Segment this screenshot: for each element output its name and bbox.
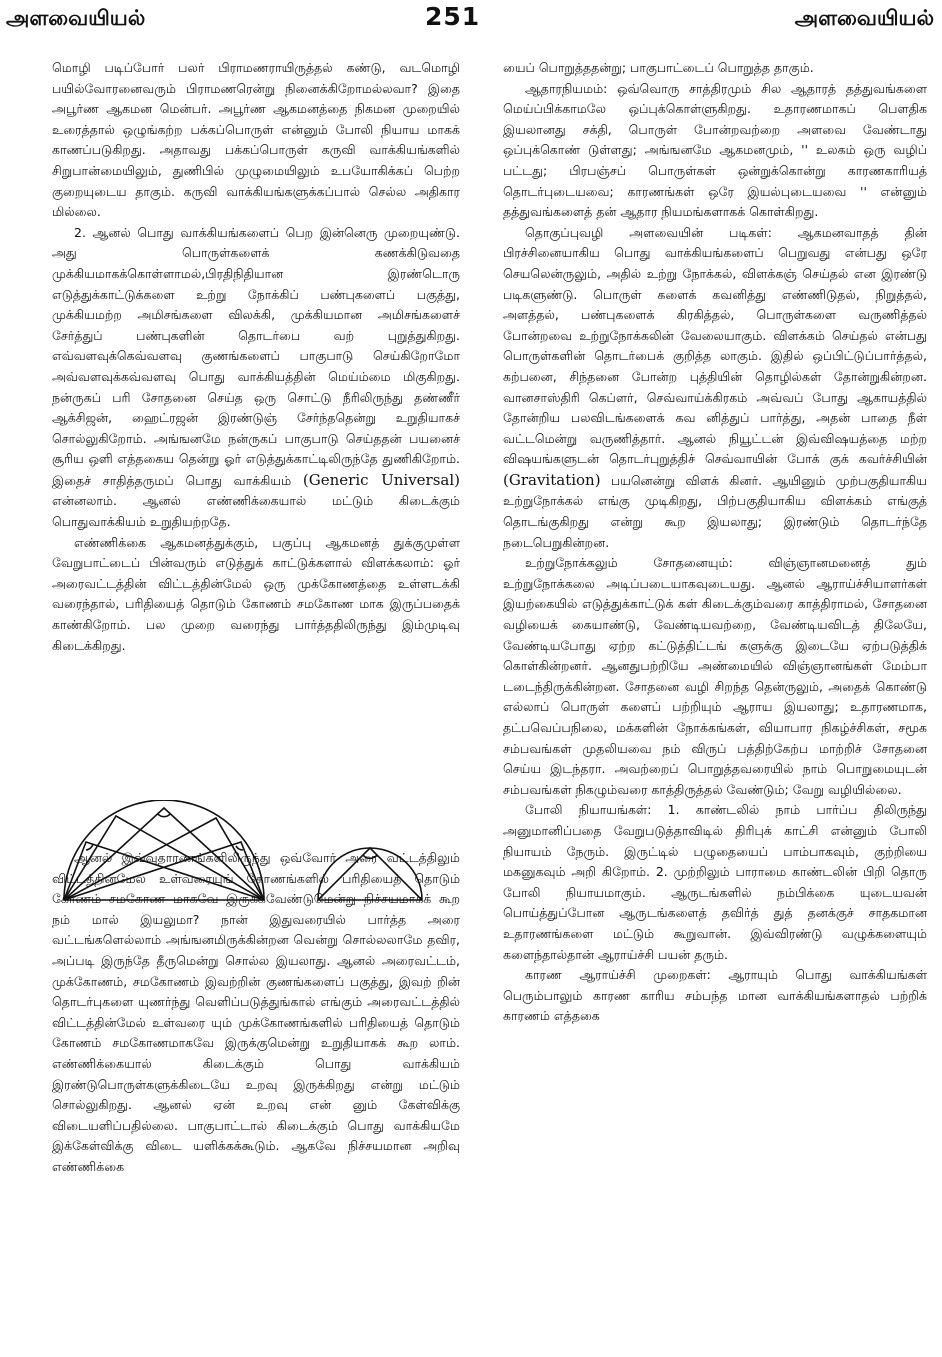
angle-mark — [236, 846, 243, 850]
paragraph — [503, 223, 927, 554]
running-title-left: அளவையியல் — [6, 6, 146, 30]
paragraph: காரண ஆராய்ச்சி முறைகள்: ஆராயும் பொது வாக்கியங்கள் பெரும்பாலும் காரண காரிய சம்பந்த மான வாக்கியங்களாதல் பற்றிக் காரணம் எத்தகை — [503, 967, 927, 1024]
paragraph-text: தொகுப்புவழி அளவையின் படிகள்: ஆகமனவாதத் தின் பிரச்சினையாகிய பொது வாக்கியங்களைப் பெறுவது என்பது ஒரே செயலென்ருலும், அதில் உற்று நோக்கல், விளக்கஞ் செய்தல் என இரண்டு படிகளுண்டு. பொருள் களைக் கவனித்து எண்ணிடுதல், நிறுத்தல், அளத்தல், பண்புகளைக் கிரகித்தல், பொருள்களை வருணித்தல் போன்றவை உற்றுநோக்கலின் வேலையாகும். விளக்கம் செய்தல் என்பது பொருள்களின் தொடர்பைக் குறித்த லாகும். இதில் ஒப்பிட்டுப்பார்த்தல், கற்பனை, சிந்தனை போன்ற புத்தியின் தொழில்கள் தோன்றுகின்றன. வானசாஸ்திரி கெப்ளர், செவ்வாய்க்கிரகம் அவ்வப் போது ஆகாயத்தில் தோன்றிய பலவிடங்களைக் கவ னித்துப் பார்த்து, அதன் பாதை நீள் வட்டமென்று வருணித்தார். ஆனல் நியூட்டன் இவ்விஷயத்தை மற்ற விஷயங்களுடன் தொடர்புறுத்திச் செவ்வாயின் போக் குக் கவர்ச்சியின் — [503, 224, 927, 467]
paragraph: போலி நியாயங்கள்: 1. காண்டலில் நாம் பார்ப்ப திலிருந்து அனுமானிப்பதை வேறுபடுத்தாவிடில் திரிபுக் காட்சி என்னும் போலி நியாயம் நேரும். இருட்டில் பழுதையைப் பாம்பாகவும், குற்றியை மகனுகவும் அறி கிறோம். 2. முற்றிலும் பாராமை காண்டலின் பிறி தொரு போலி நியாயமாகும். ஆருடங்களில் நம்பிக்கை யுடையவன் பொய்த்துப்போன ஆருடங்களைத் தவிர்த் துத் தனக்குச் சாதகமான உதாரணங்களை மட்டும் கூறுவான். இவ்விரண்டு வழுக்களையும் களைந்தால்தான் ஆராய்ச்சி பயன் தரும். — [503, 802, 927, 962]
small-semicircle — [318, 848, 422, 900]
running-title-right: அளவையியல் — [794, 6, 934, 30]
small-triangle — [318, 848, 422, 900]
paragraph: மொழி படிப்போர் பலர் பிராமணராயிருத்தல் கண்டு, வடமொழி பயில்வோரனைவரும் பிராமணரென்று நினைக்கிறோமல்லவா? இதை அபூர்ண ஆகமன மென்பர். அபூர்ண ஆகமனத்தை நிகமன முறையில் உரைத்தால் ஒழுங்கற்ற பக்கப்பொருள் என்னும் போலி நியாய மாகக் காணப்படுகிறது. அதாவது பக்கப்பொருள் கருவி வாக்கியங்களில் சிறுபான்மையிலும், துணிபில் முழுமையிலும் உபயோகிக்கப் பெற்ற குறையுடைய தாகும். கருவி வாக்கியங்களுக்கப்பால் செல்ல அதிகார மில்லை. — [52, 60, 460, 220]
paragraph: ஆதாரநியமம்: ஒவ்வொரு சாத்திரமும் சில ஆதாரத் தத்துவங்களை மெய்ப்பிக்காமலே ஒப்புக்கொள்ளுகிறது. உதாரணமாகப் பௌதிக இயலானது சக்தி, பொருள் போன்றவற்றை அளவை வேண்டாது ஒப்புக்கொண் டுள்ளது; அங்ஙனமே ஆகமனமும், '' உலகம் ஒரு வழிப் பட்டது; பிரபஞ்சப் பொருள்கள் ஒன்றுக்கொன்று காரணகாரியத் தொடர்புடையவை; காரணங்கள் ஒரே இயல்புடையவை '' என்னும் தத்துவங்களைத் தன் ஆதார நியமங்களாகக் கொள்கிறது. — [503, 80, 927, 220]
triangle-2 — [64, 808, 264, 900]
triangle-5 — [64, 818, 264, 900]
paragraph-text: என்னலாம். ஆனல் எண்ணிக்கையால் மட்டும் கிடைக்கும் பொதுவாக்கியம் உறுதியற்றதே. — [52, 493, 460, 530]
paragraph-text: பயனென்று விளக் கினர். ஆயினும் முற்பகுதியாகிய உற்றுநோக்கல் எங்கு முடிகிறது, பிற்பகுதியாகிய விளக்கம் எங்குத் தொடங்குகிறது என்று கூற இயலாது; இரண்டும் தொடர்ந்தே நடைபெறுகின்றன. — [503, 472, 927, 550]
paragraph — [52, 223, 460, 533]
angle-mark — [363, 855, 377, 858]
paragraph: யைப் பொறுத்ததன்று; பாகுபாட்டைப் பொறுத்த தாகும். — [503, 60, 814, 75]
english-term: (Gravitation) — [503, 470, 601, 489]
semicircle-triangles-figure-icon — [56, 800, 476, 910]
angle-mark — [86, 844, 93, 850]
left-column-upper — [52, 58, 460, 656]
paragraph-text: 2. ஆனல் பொது வாக்கியங்களைப் பெற இன்னெரு முறையுண்டு. அது பொருள்களைக் கணக்கிடுவதை முக்கியமாகக்கொள்ளாமல்,பிரதிநிதியான இரண்டொரு எடுத்துக்காட்டுக்களை உற்று நோக்கிப் பண்புகளைப் பகுத்து, முக்கியமற்ற அமிசங்களை விலக்கி, முக்கியமான அமிசங்களைச் சேர்த்துப் பண்புகளின் தொடர்பை வற் புறுத்துகிறது. எவ்வளவுக்கெவ்வளவு குணங்களைப் பாகுபாடு செய்கிறோமோ அவ்வளவுக்கவ்வளவு பொது வாக்கியத்தின் மெய்ம்மை மிகுகிறது. நன்ருகப் பரி சோதனை செய்த ஒரு சொட்டு நீரிலிருந்து தண்ணீர் ஆக்சிஜன், ஹைட்ரஜன் இரண்டுஞ் சேர்ந்ததென்று உறுதியாகச் சொல்லுகிறோம். அங்ஙனமே நன்ருகப் பாகுபாடு செய்ததன் பயனைச் சூரிய ஒளி எத்தகைய தென்று ஓர் எடுத்துக்காட்டிலிருந்தே துணிகிறோம். இதைச் சாதித்தருமப் பொது வாக்கியம் — [52, 224, 460, 488]
right-column — [503, 58, 927, 1027]
paragraph: உற்றுநோக்கலும் சோதனையும்: விஞ்ஞானமனைத் தும் உற்றுநோக்கலை அடிப்படையாகவுடையது. ஆனல் ஆராய்ச்சியாளர்கள் இயற்கையில் எடுத்துக்காட்டுக் கள் கிடைக்கும்வரை காத்திராமல், சோதனை வழியைக் கையாண்டு, வேண்டியவற்றை, வேண்டியவிடத் திலேயே, வேண்டியபோது ஏற்ற கட்டுத்திட்டங் களுக்கு இடையே ஏற்படுத்திக் கொள்கின்றனர். ஆனதுபற்றியே அண்மையில் விஞ்ஞானங்கள் மேம்பா டடைந்திருக்கின்றன. சோதனை வழி சிறந்த தென்ருலும், அதைக் கொண்டு எல்லாப் பொருள் களைப் பற்றியும் ஆராய இயலாது; உதாரணமாக, தட்பவெப்பநிலை, மக்களின் நோக்கங்கள், வியாபார நிகழ்ச்சிகள், சமூக சம்பவங்கள் முதலியவை நம் விருப் பத்திற்கேற்ப மாற்றிச் சோதனை செய்ய இடந்தரா. அவற்றைப் பொறுத்தவரையில் நாம் பொறுமையுடன் சம்பவங்கள் நிகழும்வரை காத்திருத்தல் வேண்டும்; வேறு வழியில்லை. — [503, 555, 927, 797]
paragraph: ஆனல் இவ்வுதாரணங்களிலிருந்து ஒவ்வோர் அரை வட்டத்திலும் விட்டத்தின்மேல் உள்வரையுங் கோணங்களில் பரிதியைத் தொடும் கோணம் சமகோண மாகவே இருக்கவேண்டுமென்று நிச்சயமாகக் கூற நம் மால் இயலுமா? நான் இதுவரையில் பார்த்த அரை வட்டங்களெல்லாம் அங்ஙனமிருக்கின்றன வென்று சொல்லலாமே தவிர, அப்படி இருந்தே தீருமென்று சொல்ல இயலாது. ஆனல் அரைவட்டம், முக்கோணம், சமகோணம் இவற்றின் குணங்களைப் பகுத்து, இவற் றின் தொடர்புகளை யுணர்ந்து வெளிப்படுத்துங்கால் எங்கும் அரைவட்டத்தில் விட்டத்தின்மேல் உள்வரை யும் முக்கோணங்களில் பரிதியைத் தொடும் கோணம் சமகோணமாகவே இருக்குமென்று உறுதியாகக் கூற லாம். எண்ணிக்கையால் கிடைக்கும் பொது வாக்கியம் இரண்டுபொருள்களுக்கிடையே உறவு இருக்கிறது என்று மட்டும் சொல்லுகிறது. ஆனல் ஏன் உறவு என் னும் கேள்விக்கு விடையளிப்பதில்லை. பாகுபாட்டால் கிடைக்கும் பொது வாக்கியமே இக்கேள்விக்கு விடை யளிக்கக்கூடும். ஆகவே நிச்சயமான அறிவு எண்ணிக்கை — [52, 850, 460, 1174]
page-number: 251 — [425, 2, 481, 31]
paragraph: எண்ணிக்கை ஆகமனத்துக்கும், பகுப்பு ஆகமனத் துக்குமுள்ள வேறுபாட்டைப் பின்வரும் எடுத்துக் காட்டுக்களால் விளக்கலாம்: ஓர் அரைவட்டத்தின் விட்டத்தின்மேல் ஒரு முக்கோணத்தை உள்ளடக்கி வரைந்தால், பரிதியைத் தொடும் கோணம் சமகோண மாக இருப்பதைக் காண்கிறோம். பல முறை வரைந்து பார்த்ததிலிருந்து இம்முடிவு கிடைக்கிறது. — [52, 534, 460, 653]
angle-mark — [158, 814, 170, 817]
page-header — [0, 0, 942, 44]
english-term: (Generic Universal) — [302, 470, 460, 489]
